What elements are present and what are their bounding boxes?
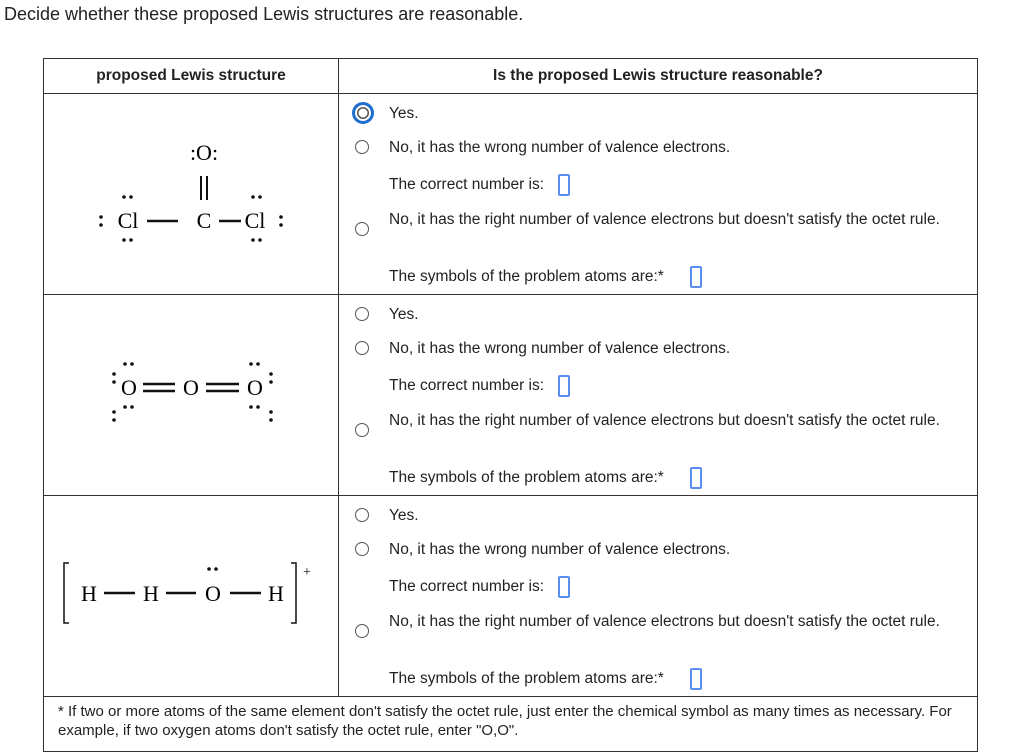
table-row <box>44 94 977 295</box>
option-label: Yes. <box>389 105 419 122</box>
atom-o: :O: <box>189 140 219 165</box>
correct-number-input[interactable] <box>558 375 570 397</box>
radio-octet[interactable] <box>355 423 369 437</box>
table-header <box>44 59 977 94</box>
correct-number-label: The correct number is: <box>389 377 545 395</box>
problem-atoms-label: The symbols of the problem atoms are:* <box>389 469 664 487</box>
lewis-table <box>43 58 978 752</box>
table-row <box>44 496 977 697</box>
problem-atoms-row <box>339 465 977 491</box>
option-label: Yes. <box>389 306 419 323</box>
radio-yes[interactable] <box>352 102 374 124</box>
atom-cl-right: Cl <box>244 208 266 233</box>
option-yes[interactable] <box>339 102 977 126</box>
radio-wrong-count[interactable] <box>355 341 369 355</box>
atom-o-center: O <box>183 375 199 400</box>
radio-wrong-count[interactable] <box>355 140 369 154</box>
structure-cell <box>44 496 339 696</box>
correct-number-row <box>339 573 977 599</box>
radio-octet[interactable] <box>355 624 369 638</box>
atom-o: O <box>205 581 221 606</box>
radio-wrong-count[interactable] <box>355 542 369 556</box>
table-row <box>44 295 977 496</box>
problem-atoms-label: The symbols of the problem atoms are:* <box>389 670 664 688</box>
atom-h2: H <box>143 581 159 606</box>
problem-atoms-row <box>339 666 977 692</box>
option-yes[interactable] <box>339 504 977 528</box>
lewis-structure-h3o <box>44 496 339 696</box>
structure-cell <box>44 94 339 294</box>
col-header-structure: proposed Lewis structure <box>44 59 339 93</box>
atom-o-right: O <box>247 375 263 400</box>
atom-h1: H <box>81 581 97 606</box>
col-header-reasonable: Is the proposed Lewis structure reasonable? <box>493 67 823 84</box>
option-label: No, it has the right number of valence electrons but doesn't satisfy the octet rule. <box>389 412 940 429</box>
correct-number-row <box>339 171 977 197</box>
option-label: No, it has the right number of valence electrons but doesn't satisfy the octet rule. <box>389 211 940 228</box>
problem-atoms-input[interactable] <box>690 668 702 690</box>
option-label: No, it has the wrong number of valence electrons. <box>389 139 731 156</box>
footnote: * If two or more atoms of the same element don't satisfy the octet rule, just enter the chemical symbol as many times as necessary. For example, if two oxygen atoms don't satisfy the octet rule, enter "O,O". <box>58 703 952 739</box>
option-label: No, it has the wrong number of valence electrons. <box>389 340 731 357</box>
lewis-structure-o3 <box>44 295 339 495</box>
prompt-text: Decide whether these proposed Lewis structures are reasonable. <box>4 4 524 24</box>
problem-atoms-row <box>339 264 977 290</box>
option-label: No, it has the wrong number of valence electrons. <box>389 541 731 558</box>
problem-atoms-label: The symbols of the problem atoms are:* <box>389 268 664 286</box>
correct-number-input[interactable] <box>558 174 570 196</box>
lewis-structure-ccl2o <box>44 94 339 294</box>
charge-plus: + <box>303 565 311 580</box>
problem-atoms-input[interactable] <box>690 467 702 489</box>
problem-atoms-input[interactable] <box>690 266 702 288</box>
atom-o-left: O <box>121 375 137 400</box>
structure-cell <box>44 295 339 495</box>
atom-cl-left: Cl <box>117 208 139 233</box>
radio-yes[interactable] <box>355 307 369 321</box>
correct-number-row <box>339 372 977 398</box>
option-yes[interactable] <box>339 303 977 327</box>
option-label: No, it has the right number of valence electrons but doesn't satisfy the octet rule. <box>389 613 940 630</box>
atom-c: C <box>196 208 212 233</box>
option-label: Yes. <box>389 507 419 524</box>
atom-h3: H <box>268 581 284 606</box>
radio-yes[interactable] <box>355 508 369 522</box>
radio-octet[interactable] <box>355 222 369 236</box>
correct-number-label: The correct number is: <box>389 176 545 194</box>
correct-number-input[interactable] <box>558 576 570 598</box>
correct-number-label: The correct number is: <box>389 578 545 596</box>
